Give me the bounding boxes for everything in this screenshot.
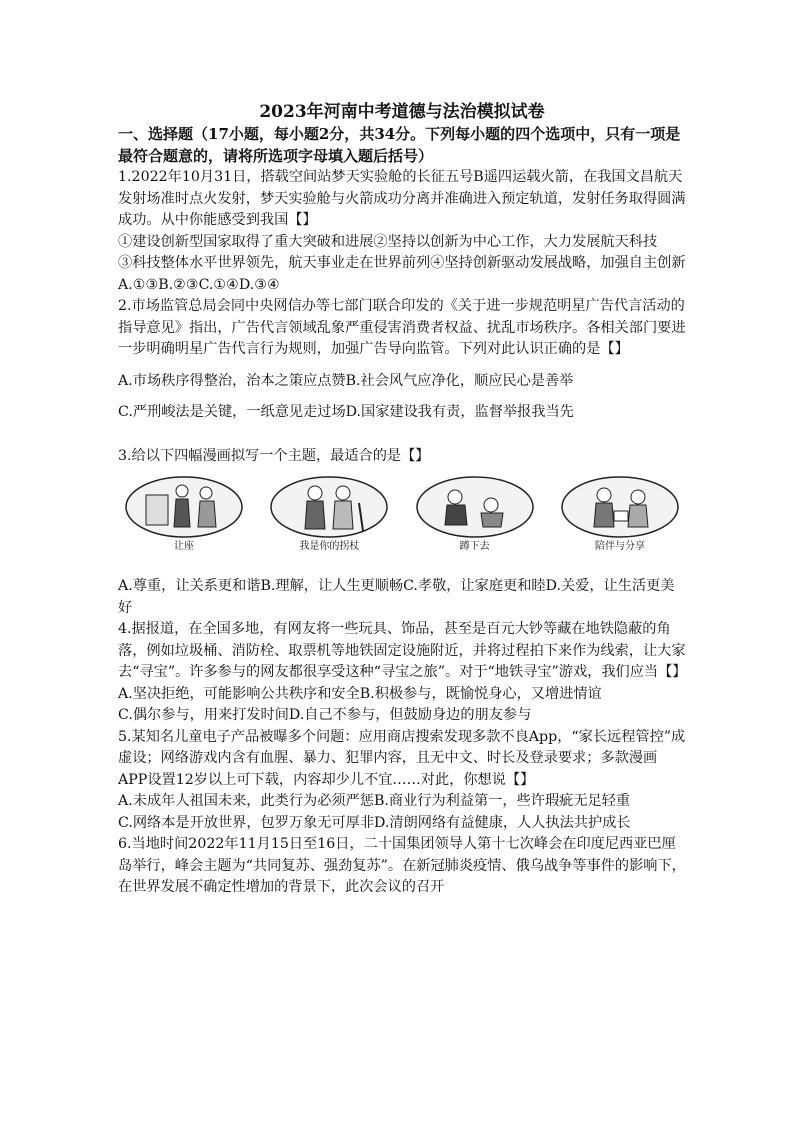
question-stem: 5.某知名儿童电子产品被曝多个问题：应用商店搜索发现多款不良App，“家长远程管控”成虚设；网络游戏内含有血腥、暴力、犯罪内容，且无中文、时长及登录要求；多款漫画APP设置12岁以上可下载，内容却少儿不宜……对此，你想说【】 bbox=[118, 728, 686, 788]
answer-options: A.市场秩序得整治，治本之策应点赞B.社会风气应净化，顺应民心是善举 bbox=[118, 372, 574, 389]
statement-line: ①建设创新型国家取得了重大突破和进展②坚持以创新为中心工作，大力发展航天科技 bbox=[118, 233, 658, 250]
answer-options: A.坚决拒绝，可能影响公共秩序和安全B.积极参与，既愉悦身心，又增进情谊 bbox=[118, 685, 602, 702]
question-6 bbox=[118, 834, 686, 899]
comic-crouch-illustration bbox=[415, 475, 535, 539]
section-heading: 一、选择题（17小题，每小题2分，共34分。下列每小题的四个选项中，只有一项是最符合题意的，请将所选项字母填入题后括号） bbox=[118, 125, 681, 165]
question-1 bbox=[118, 167, 686, 296]
statement-line: ③科技整体水平世界领先，航天事业走在世界前列④坚持创新驱动发展战略，加强自主创新 bbox=[118, 255, 686, 271]
question-stem: 4.据报道，在全国多地，有网友将一些玩具、饰品，甚至是百元大钞等藏在地铁隐蔽的角落，例如垃圾桶、消防栓、取票机等地铁固定设施附近，并将过程拍下来作为线索，让大家去“寻宝”。许多参与的网友都很享受这种“寻宝之旅”。对于“地铁寻宝”游戏，我们应当【】 bbox=[118, 621, 687, 680]
question-4 bbox=[118, 619, 686, 727]
comic-cane-illustration bbox=[269, 475, 389, 539]
answer-options: A.未成年人祖国未来，此类行为必须严惩B.商业行为利益第一，些许瑕疵无足轻重 bbox=[118, 793, 631, 809]
comic-caption: 蹲下去 bbox=[459, 541, 490, 552]
question-5 bbox=[118, 727, 686, 835]
question-stem: 3.给以下四幅漫画拟写一个主题，最适合的是【】 bbox=[118, 447, 430, 464]
answer-options: C.网络本是开放世界，包罗万象无可厚非D.清朗网络有益健康，人人执法共护成长 bbox=[118, 814, 631, 831]
question-stem: 6.当地时间2022年11月15日至16日，二十国集团领导人第十七次峰会在印度尼西亚巴厘岛举行，峰会主题为“共同复苏、强劲复苏”。在新冠肺炎疫情、俄乌战争等事件的影响下，在世界发展不确定性增加的背景下，此次会议的召开 bbox=[118, 836, 686, 895]
comic-panel bbox=[118, 475, 250, 554]
answer-options: C.偶尔参与，用来打发时间D.自己不参与，但鼓励身边的朋友参与 bbox=[118, 707, 532, 723]
question-2 bbox=[118, 296, 686, 424]
exam-page bbox=[118, 100, 686, 899]
page-title: 2023年河南中考道德与法治模拟试卷 bbox=[259, 102, 545, 122]
comic-share-illustration bbox=[560, 475, 680, 539]
comic-caption: 让座 bbox=[174, 541, 194, 552]
question-stem: 1.2022年10月31日，搭载空间站梦天实验舱的长征五号B遥四运载火箭，在我国文昌航天发射场准时点火发射，梦天实验舱与火箭成功分离并准确进入预定轨道，发射任务取得圆满成功。从中你能感受到我国【】 bbox=[118, 169, 686, 228]
answer-options: C.严刑峻法是关键，一纸意见走过场D.国家建设我有责，监督举报我当先 bbox=[118, 404, 574, 420]
comic-caption: 我是你的拐杖 bbox=[299, 541, 360, 552]
question-stem: 2.市场监管总局会同中央网信办等七部门联合印发的《关于进一步规范明星广告代言活动的指导意见》指出，广告代言领域乱象严重侵害消费者权益、扰乱市场秩序。各相关部门要进一步明确明星广告代言行为规则，加强广告导向监管。下列对此认识正确的是【】 bbox=[118, 298, 686, 357]
comic-caption: 陪伴与分享 bbox=[594, 541, 645, 552]
comic-seat-illustration bbox=[124, 475, 244, 539]
comic-panel bbox=[263, 475, 395, 554]
comic-strip bbox=[118, 475, 686, 554]
comic-panel bbox=[409, 475, 541, 554]
question-3 bbox=[118, 446, 686, 620]
answer-options: A.①③B.②③C.①④D.③④ bbox=[118, 276, 280, 293]
answer-options: A.尊重，让关系更和谐B.理解，让人生更顺畅C.孝敬，让家庭更和睦D.关爱，让生活更美好 bbox=[118, 578, 675, 616]
comic-panel bbox=[554, 475, 686, 554]
